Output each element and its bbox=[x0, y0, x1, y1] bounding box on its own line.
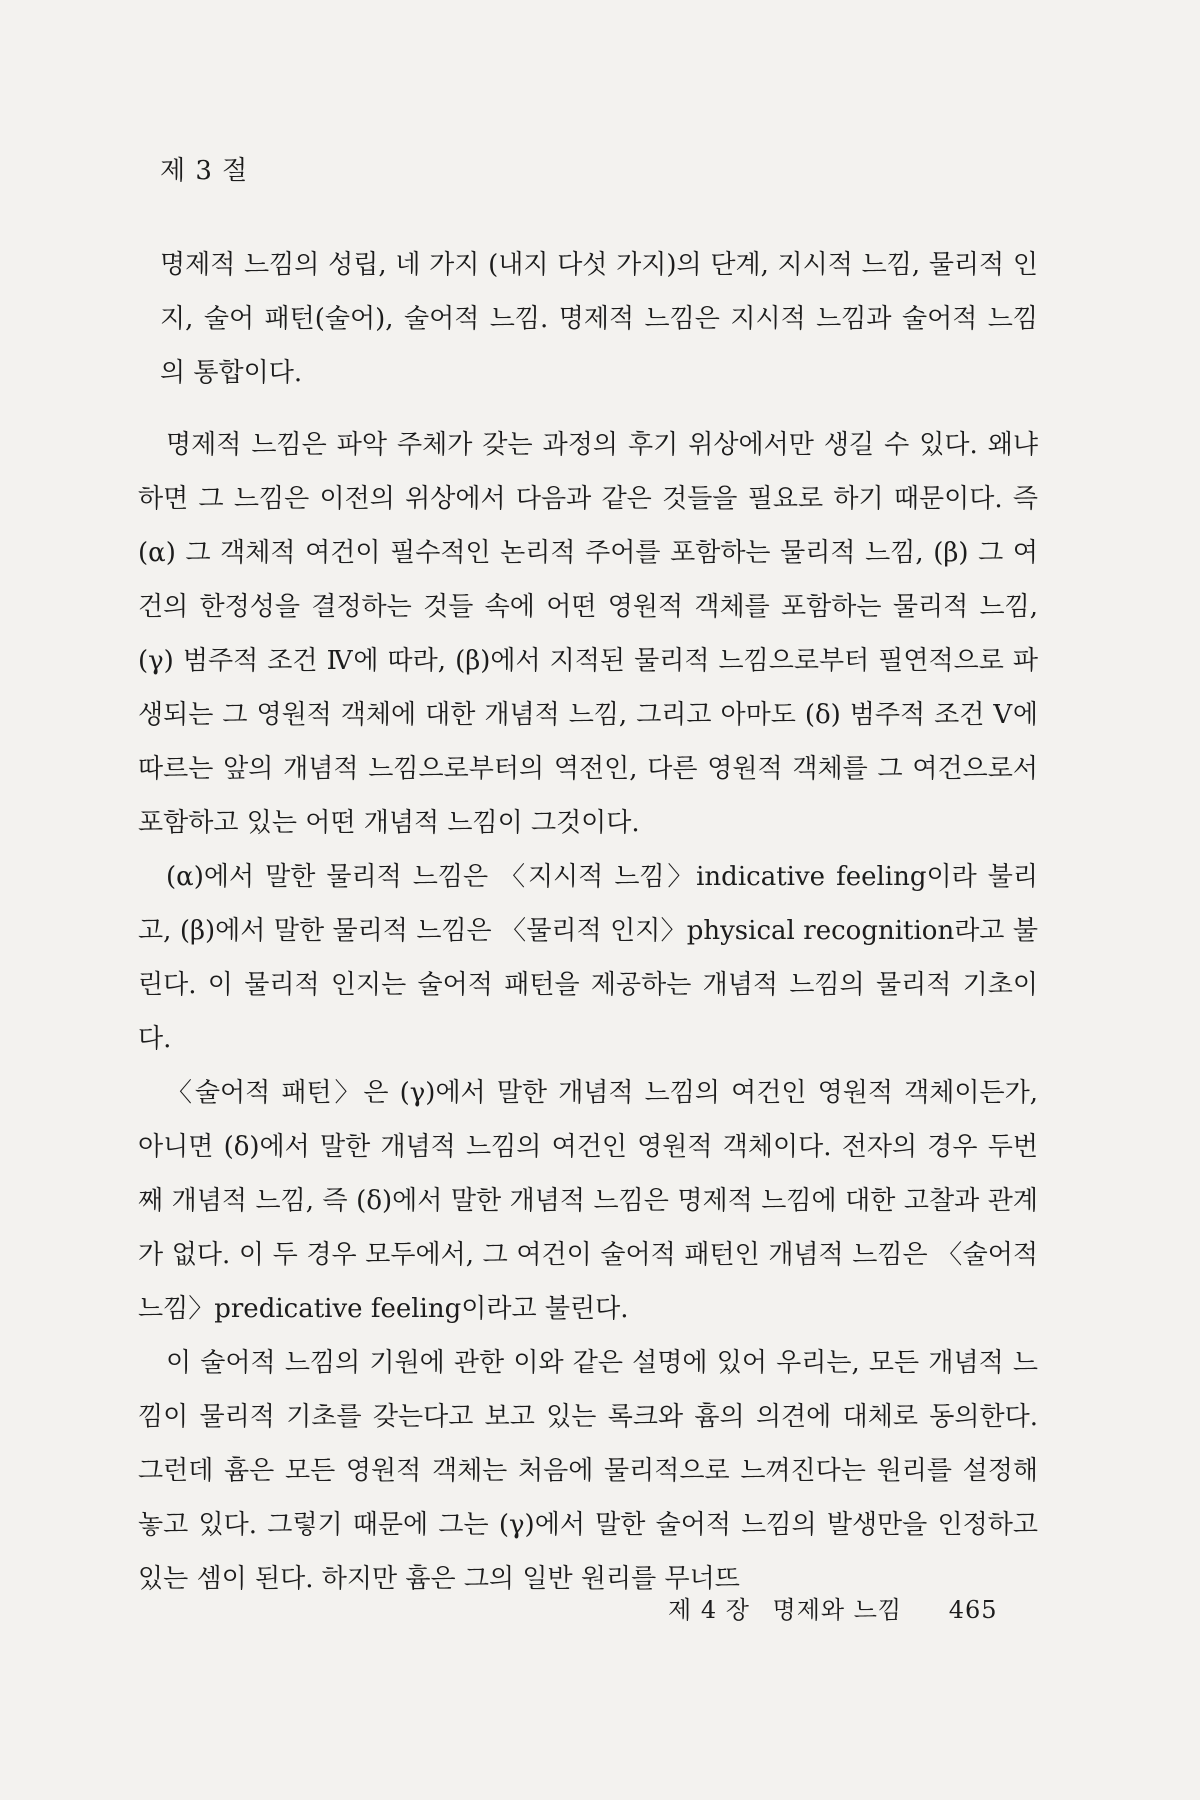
section-summary: 명제적 느낌의 성립, 네 가지 (내지 다섯 가지)의 단계, 지시적 느낌, 물리적 인지, 술어 패턴(술어), 술어적 느낌. 명제적 느낌은 지시적 느낌과 술어적 느낌의 통합이다. bbox=[160, 250, 1038, 388]
footer-title: 명제와 느낌 bbox=[772, 1596, 903, 1624]
paragraph: (α)에서 말한 물리적 느낌은 〈지시적 느낌〉indicative feeling이라 불리고, (β)에서 말한 물리적 느낌은 〈물리적 인지〉physical recognition라고 불린다. 이 물리적 인지는 술어적 패턴을 제공하는 개념적 느낌의 물리적 기초이다. bbox=[138, 862, 1038, 1054]
paragraph: 이 술어적 느낌의 기원에 관한 이와 같은 설명에 있어 우리는, 모든 개념적 느낌이 물리적 기초를 갖는다고 보고 있는 록크와 흄의 의견에 대체로 동의한다. 그런데 흄은 모든 영원적 객체는 처음에 물리적으로 느껴진다는 원리를 설정해 놓고 있다. 그렇기 때문에 그는 (γ)에서 말한 술어적 느낌의 발생만을 인정하고 있는 셈이 된다. 하지만 흄은 그의 일반 원리를 무너뜨 bbox=[138, 1348, 1038, 1594]
section-label: 제 3 절 bbox=[160, 156, 249, 186]
footer-chapter: 제 4 장 bbox=[668, 1596, 750, 1624]
running-footer bbox=[668, 1590, 998, 1625]
page-number: 465 bbox=[948, 1596, 998, 1624]
paragraph: 명제적 느낌은 파악 주체가 갖는 과정의 후기 위상에서만 생길 수 있다. 왜냐하면 그 느낌은 이전의 위상에서 다음과 같은 것들을 필요로 하기 때문이다. 즉 (α) 그 객체적 여건이 필수적인 논리적 주어를 포함하는 물리적 느낌, (β) 그 여건의 한정성을 결정하는 것들 속에 어떤 영원적 객체를 포함하는 물리적 느낌, (γ) 범주적 조건 Ⅳ에 따라, (β)에서 지적된 물리적 느낌으로부터 필연적으로 파생되는 그 영원적 객체에 대한 개념적 느낌, 그리고 아마도 (δ) 범주적 조건 Ⅴ에 따르는 앞의 개념적 느낌으로부터의 역전인, 다른 영원적 객체를 그 여건으로서 포함하고 있는 어떤 개념적 느낌이 그것이다. bbox=[138, 430, 1038, 838]
body-text bbox=[138, 418, 1038, 1606]
paragraph: 〈술어적 패턴〉은 (γ)에서 말한 개념적 느낌의 여건인 영원적 객체이든가, 아니면 (δ)에서 말한 개념적 느낌의 여건인 영원적 객체이다. 전자의 경우 두번째 개념적 느낌, 즉 (δ)에서 말한 개념적 느낌은 명제적 느낌에 대한 고찰과 관계가 없다. 이 두 경우 모두에서, 그 여건이 술어적 패턴인 개념적 느낌은 〈술어적 느낌〉predicative feeling이라고 불린다. bbox=[138, 1078, 1038, 1324]
